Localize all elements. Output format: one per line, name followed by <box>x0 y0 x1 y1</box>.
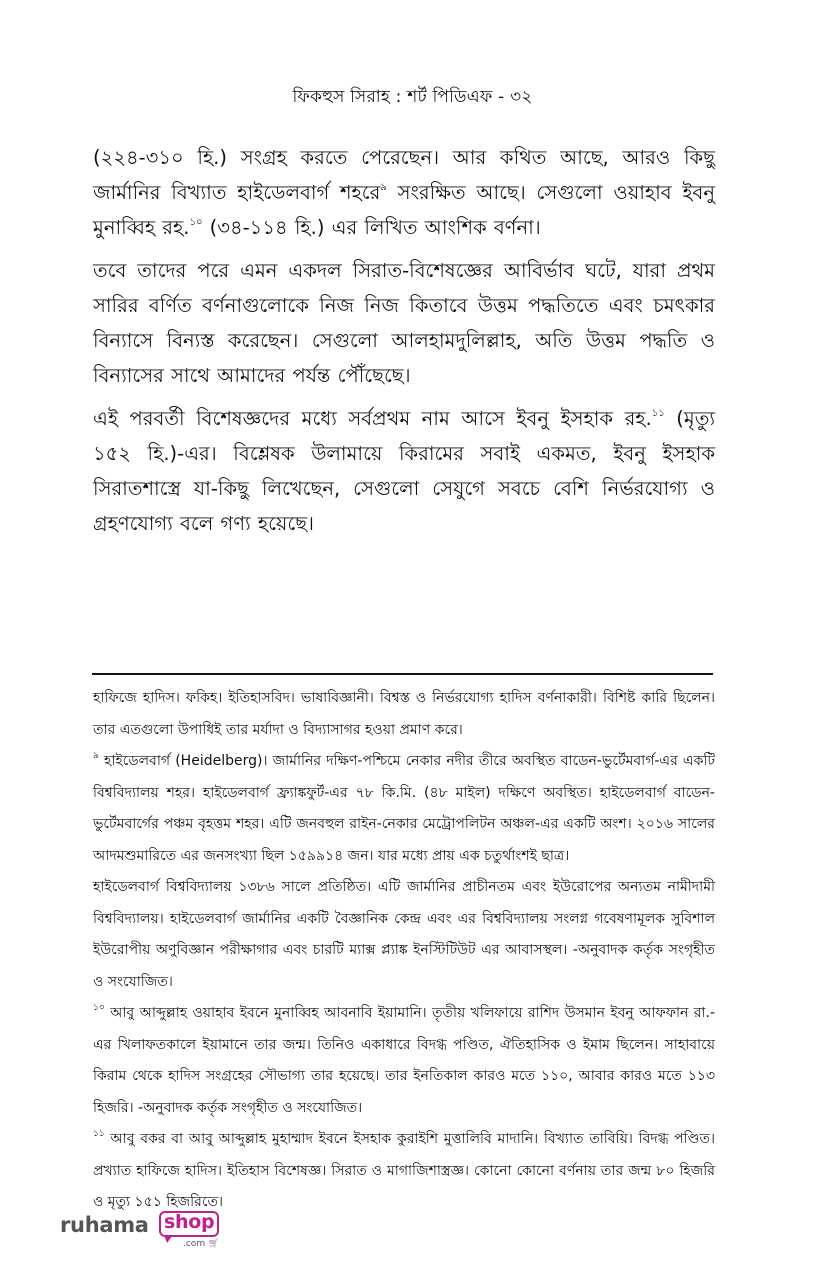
footnotes <box>93 683 715 1219</box>
paragraph-text: সংরক্ষিত আছে। সেগুলো ওয়াহাব ইবনু মুনাব্বিহ রহ. <box>93 181 715 239</box>
paragraph-text: এই পরবর্তী বিশেষজ্ঞদের মধ্যে সর্বপ্রথম নাম আসে ইবনু ইসহাক রহ. <box>93 407 652 430</box>
logo-text-shop: shop <box>164 1211 215 1233</box>
footnote-separator <box>92 673 713 675</box>
footnote-text: আবু আব্দুল্লাহ ওয়াহাব ইবনে মুনাব্বিহ আবনাবি ইয়ামানি। তৃতীয় খলিফায়ে রাশিদ উসমান ইবনু আফফান রা.-এর খিলাফতকালে ইয়ামানে তার জন্ম। তিনিও একাধারে বিদগ্ধ পণ্ডিত, ঐতিহাসিক ও ইমাম ছিলেন। সাহাবায়ে কিরাম থেকে হাদিস সংগ্রহের সৌভাগ্য তার হয়েছে। তার ইনতিকাল কারও মতে ১১০, আবার কারও মতে ১১৩ হিজরি। -অনুবাদক কর্তৃক সংগৃহীত ও সংযোজিত। <box>93 1005 715 1116</box>
running-header: ফিকহুস সিরাহ : শর্ট পিডিএফ - ৩২ <box>292 87 533 107</box>
footnote <box>93 746 715 872</box>
paragraph-text: (মৃত্যু ১৫২ হি.)-এর। বিশ্লেষক উলামায়ে কিরামের সবাই একমত, ইবনু ইসহাক সিরাতশাস্ত্রে যা-কিছু লিখেছেন, সেগুলো সেযুগে সবচে বেশি নির্ভরযোগ্য ও গ্রহণযোগ্য বলে গণ্য হয়েছে। <box>93 407 715 535</box>
logo-text-ruhama: ruhama <box>60 1213 149 1237</box>
footnote-continuation: হাফিজে হাদিস। ফকিহ। ইতিহাসবিদ। ভাষাবিজ্ঞানী। বিশ্বস্ত ও নির্ভরযোগ্য হাদিস বর্ণনাকারী। বিশিষ্ট কারি ছিলেন। তার এতগুলো উপাধিই তার মর্যাদা ও বিদ্যাসাগর হওয়া প্রমাণ করে। <box>93 690 715 738</box>
footnote-text: আবু বকর বা আবু আব্দুল্লাহ মুহাম্মাদ ইবনে ইসহাক কুরাইশি মুত্তালিবি মাদানি। বিখ্যাত তাবিয়ি। বিদগ্ধ পণ্ডিত। প্রখ্যাত হাফিজে হাদিস। ইতিহাস বিশেষজ্ঞ। সিরাত ও মাগাজিশাস্ত্রজ্ঞ। কোনো কোনো বর্ণনায় তার জন্ম ৮০ হিজরি ও মৃত্যু ১৫১ হিজরিতে। <box>93 1131 715 1210</box>
paragraph <box>93 140 715 245</box>
shopping-cart-icon: 🛒︎ <box>208 1239 220 1249</box>
logo-speech-bubble-tail <box>164 1235 173 1243</box>
footnote-text: হাইডেলবার্গ (Heidelberg)। জার্মানির দক্ষিণ-পশ্চিমে নেকার নদীর তীরে অবস্থিত বাডেন-ভুর্টেমবার্গ-এর একটি বিশ্ববিদ্যালয় শহর। হাইডেলবার্গ ফ্র্যাঙ্কফুর্ট-এর ৭৮ কি.মি. (৪৮ মাইল) দক্ষিণে অবস্থিত। হাইডেলবার্গ বাডেন-ভুর্টেমবার্গের পঞ্চম বৃহত্তম শহর। এটি জনবহুল রাইন-নেকার মেট্রোপলিটন অঞ্চল-এর একটি অংশ। ২০১৬ সালের আদমশুমারিতে এর জনসংখ্যা ছিল ১৫৯৯১৪ জন। যার মধ্যে প্রায় এক চতুর্থাংশই ছাত্র। <box>93 753 715 864</box>
footnote <box>93 998 715 1124</box>
paragraph <box>93 401 715 541</box>
logo-text-domain: .com <box>183 1239 206 1249</box>
footnote <box>93 1124 715 1219</box>
paragraph-text: (২২৪-৩১০ হি.) সংগ্রহ করতে পেরেছেন। আর কথিত আছে, আরও কিছু জার্মানির বিখ্যাত হাইডেলবার্গ শহরে <box>93 146 715 204</box>
footnote-marker: ৯ <box>93 751 99 761</box>
footnote-marker: ১১ <box>93 1129 105 1139</box>
paragraph-text: (৩৪-১১৪ হি.) এর লিখিত আংশিক বর্ণনা। <box>202 216 541 239</box>
body-text <box>93 140 715 549</box>
paragraph: তবে তাদের পরে এমন একদল সিরাত-বিশেষজ্ঞের আবির্ভাব ঘটে, যারা প্রথম সারির বর্ণিত বর্ণনাগুলোকে নিজ নিজ কিতাবে উত্তম পদ্ধতিতে এবং চমৎকার বিন্যাসে বিন্যস্ত করেছেন। সেগুলো আলহামদুলিল্লাহ, অতি উত্তম পদ্ধতি ও বিন্যাসের সাথে আমাদের পর্যন্ত পৌঁছেছে। <box>93 259 715 387</box>
footnote-paragraph: হাইডেলবার্গ বিশ্ববিদ্যালয় ১৩৮৬ সালে প্রতিষ্ঠিত। এটি জার্মানির প্রাচীনতম এবং ইউরোপের অন্যতম নামীদামী বিশ্ববিদ্যালয়। হাইডেলবার্গ জার্মানির একটি বৈজ্ঞানিক কেন্দ্র এবং এর বিশ্ববিদ্যালয় সংলগ্ন গবেষণামূলক সুবিশাল ইউরোপীয় অণুবিজ্ঞান পরীক্ষাগার এবং চারটি ম্যাক্স প্ল্যাঙ্ক ইনস্টিটিউট এর আবাসস্থল। -অনুবাদক কর্তৃক সংগৃহীত ও সংযোজিত। <box>93 879 715 990</box>
footnote-marker: ১০ <box>93 1003 105 1013</box>
footnote-ref[interactable]: ১০ <box>189 217 203 228</box>
footnote-ref[interactable]: ১১ <box>651 408 665 419</box>
footnote-ref[interactable]: ৯ <box>380 182 387 193</box>
ruhamashop-logo <box>60 1211 240 1251</box>
